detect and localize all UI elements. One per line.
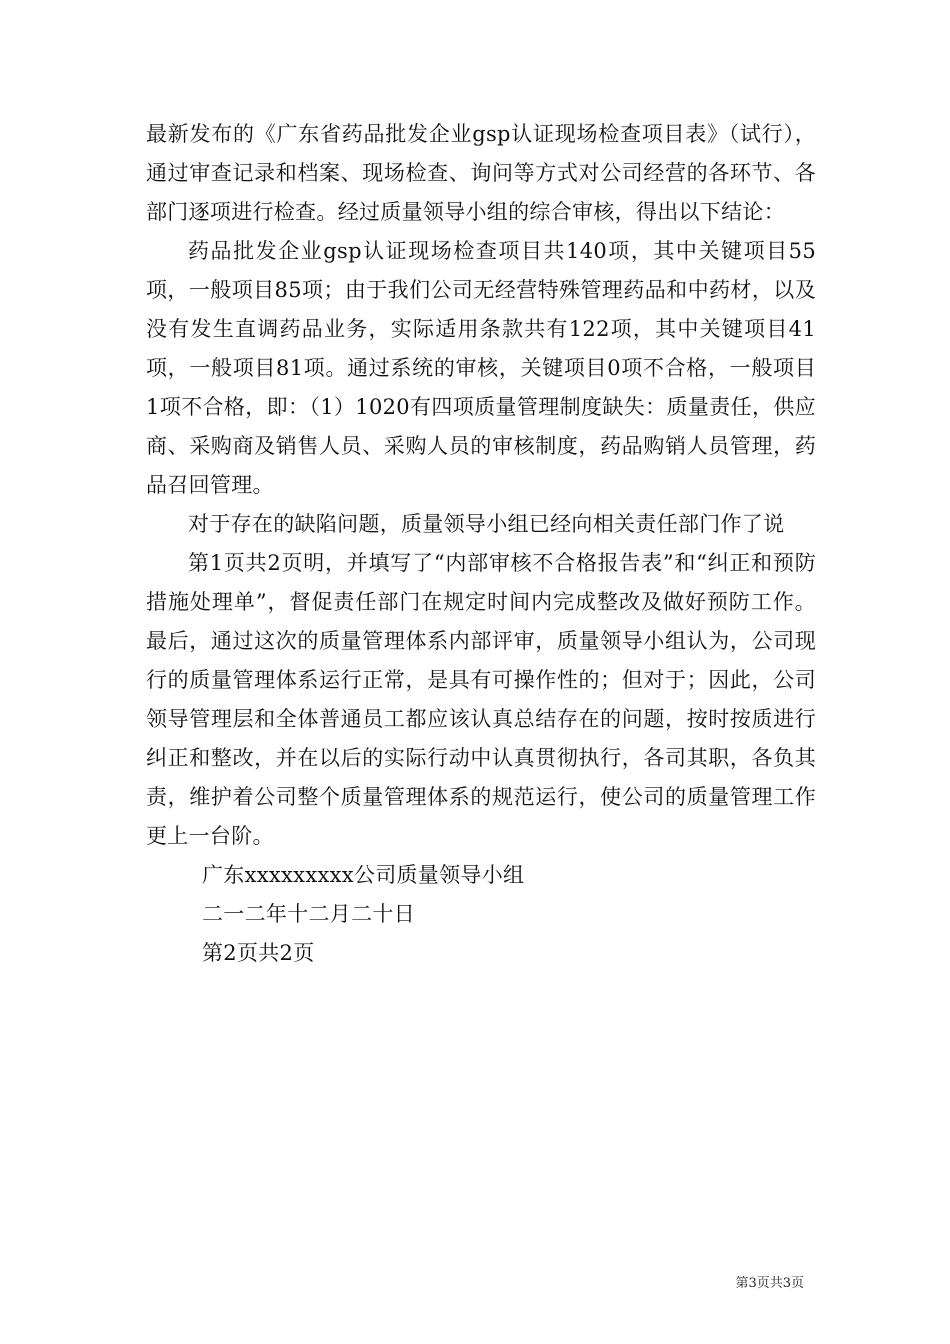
paragraph-intro: 最新发布的《广东省药品批发企业gsp认证现场检查项目表》（试行），通过审查记录和档案、现场检查、询问等方式对公司经营的各环节、各部门逐项进行检查。经过质量领导小组的综合审核，得出以下结论： [146, 122, 816, 224]
paragraph-inspection-results: 药品批发企业gsp认证现场检查项目共140项，其中关键项目55项，一般项目85项；由于我们公司无经营特殊管理药品和中药材，以及没有发生直调药品业务，实际适用条款共有122项，其中关键项目41项，一般项目81项。通过系统的审核，关键项目0项不合格，一般项目1项不合格，即：（1）1020有四项质量管理制度缺失：质量责任，供应商、采购商及销售人员、采购人员的审核制度，药品购销人员管理，药品召回管理。 [146, 239, 816, 497]
signature-organization: 广东xxxxxxxxx公司质量领导小组 [202, 863, 525, 887]
paragraph-defect-handling: 对于存在的缺陷问题，质量领导小组已经向相关责任部门作了说 [188, 512, 785, 536]
signature-date: 二一二年十二月二十日 [202, 902, 415, 926]
document-body [146, 115, 816, 973]
inner-page-marker: 第2页共2页 [202, 941, 315, 965]
paragraph-conclusion: 第1页共2页明，并填写了“内部审核不合格报告表”和“纠正和预防措施处理单”，督促责任部门在规定时间内完成整改及做好预防工作。最后，通过这次的质量管理体系内部评审，质量领导小组认为，公司现行的质量管理体系运行正常，是具有可操作性的；但对于；因此，公司领导管理层和全体普通员工都应该认真总结存在的问题，按时按质进行纠正和整改，并在以后的实际行动中认真贯彻执行，各司其职，各负其责，维护着公司整个质量管理体系的规范运行，使公司的质量管理工作更上一台阶。 [146, 551, 816, 848]
page-footer-number: 第3页共3页 [735, 1276, 804, 1291]
